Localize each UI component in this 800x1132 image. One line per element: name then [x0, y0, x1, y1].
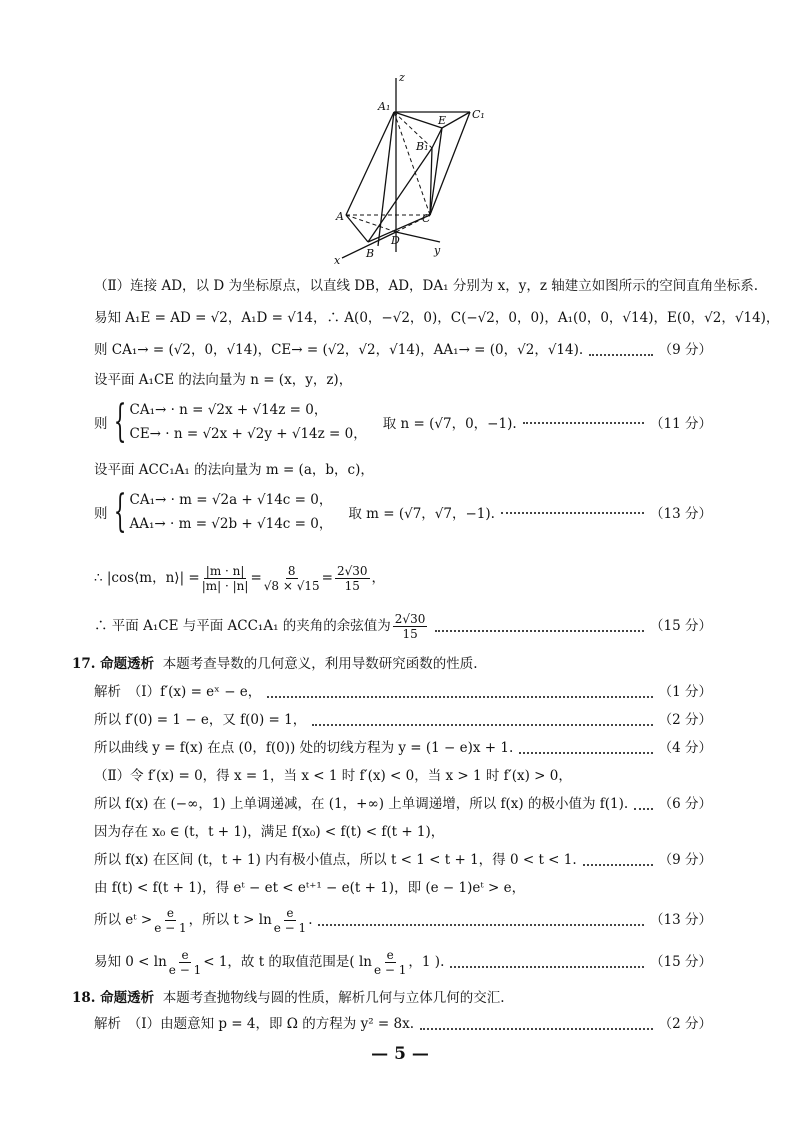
equation-system-1: 则 { CA₁→ · n = √2x + √14z = 0， CE→ · n = √2x + √2y + √14z = 0， 取 n = (√7，0，−1). （11 分） — [94, 396, 712, 447]
q17-line-2: 所以 f′(0) = 1 − e，又 f(0) = 1， （2 分） — [94, 712, 712, 728]
p2-line-2: 易知 A₁E = AD = √2，A₁D = √14，∴ A(0，−√2，0)，C(−√2，0，0)，A₁(0，0，√14)，E(0，√2，√14)， — [94, 310, 780, 326]
fig-label-A: A — [336, 210, 344, 223]
score: （2 分） — [658, 712, 712, 728]
q17-line-1: 解析 （Ⅰ）f′(x) = eˣ − e， （1 分） — [94, 684, 712, 700]
score: （1 分） — [658, 684, 712, 700]
p2-line-1: （Ⅱ）连接 AD，以 D 为坐标原点，以直线 DB，AD，DA₁ 分别为 x，y，z 轴建立如图所示的空间直角坐标系. — [94, 278, 759, 294]
score: （9 分） — [658, 852, 712, 868]
fig-label-C: C — [422, 212, 431, 225]
p2-line-5: 设平面 ACC₁A₁ 的法向量为 m = (a，b，c)， — [94, 462, 374, 478]
fig-label-A1: A₁ — [378, 100, 391, 113]
equation-system-2: 则 { CA₁→ · m = √2a + √14c = 0， AA₁→ · m = √2b + √14c = 0， 取 m = (√7，√7，−1). （13 分） — [94, 486, 712, 537]
score: （4 分） — [658, 740, 712, 756]
fig-label-B1: B₁ — [416, 140, 429, 153]
q17-line-8: 由 f(t) < f(t + 1)，得 eᵗ − et < eᵗ⁺¹ − e(t + 1)，即 (e − 1)eᵗ > e， — [94, 880, 526, 896]
q17-line-6: 因为存在 x₀ ∈ (t，t + 1)，满足 f(x₀) < f(t) < f(t + 1)， — [94, 824, 445, 840]
prism-figure — [320, 70, 485, 270]
fig-label-z: z — [399, 71, 405, 84]
score: （13 分） — [650, 506, 712, 522]
fig-label-y: y — [434, 244, 441, 257]
p2-conclusion: ∴ 平面 A₁CE 与平面 ACC₁A₁ 的夹角的余弦值为 $\frac{2√30}{15}$ （15 分） — [94, 611, 712, 641]
score: （15 分） — [650, 618, 712, 634]
score: （2 分） — [658, 1016, 712, 1032]
fig-label-E: E — [438, 114, 447, 127]
fig-label-D: D — [391, 234, 400, 247]
fig-label-B: B — [366, 247, 375, 260]
q17-line-9: 所以 eᵗ > $\frac{e}{e - 1}$ ，所以 t > ln $\frac{e}{e - 1}$ . （13 分） — [94, 905, 712, 935]
p2-line-3: 则 CA₁→ = (√2，0，√14)，CE→ = (√2，√2，√14)，AA₁→ = (0，√2，√14). （9 分） — [94, 342, 712, 358]
q18-line-1: 解析 （Ⅰ）由题意知 p = 4，即 Ω 的方程为 y² = 8x. （2 分） — [94, 1016, 712, 1032]
score: （9 分） — [658, 342, 712, 358]
p2-line-4: 设平面 A₁CE 的法向量为 n = (x，y，z)， — [94, 372, 353, 388]
fig-label-C1: C₁ — [472, 108, 485, 121]
q18-heading: 18. 命题透析 本题考查抛物线与圆的性质，解析几何与立体几何的交汇. — [72, 990, 505, 1006]
fig-label-x: x — [334, 254, 341, 267]
q17-line-4: （Ⅱ）令 f′(x) = 0，得 x = 1，当 x < 1 时 f′(x) < 0，当 x > 1 时 f′(x) > 0， — [94, 768, 572, 784]
score: （15 分） — [650, 954, 712, 970]
score: （11 分） — [650, 416, 712, 432]
q17-line-5: 所以 f(x) 在 (−∞，1) 上单调递减，在 (1，+∞) 上单调递增，所以 f(x) 的极小值为 f(1). （6 分） — [94, 796, 712, 812]
q17-line-3: 所以曲线 y = f(x) 在点 (0，f(0)) 处的切线方程为 y = (1 − e)x + 1. （4 分） — [94, 740, 712, 756]
y-axis — [396, 232, 440, 242]
q17-line-7: 所以 f(x) 在区间 (t，t + 1) 内有极小值点，所以 t < 1 < t + 1，得 0 < t < 1. （9 分） — [94, 852, 712, 868]
q17-heading: 17. 命题透析 本题考查导数的几何意义，利用导数研究函数的性质. — [72, 656, 478, 672]
q17-line-10: 易知 0 < ln $\frac{e}{e - 1}$ < 1，故 t 的取值范围是 ( ln $\frac{e}{e - 1}$ ，1 ). （15 分） — [94, 947, 712, 977]
score: （6 分） — [658, 796, 712, 812]
score: （13 分） — [650, 912, 712, 928]
cos-formula: ∴ |cos⟨m，n⟩| = $\frac{|m \cdot n|}{|m| \cdot |n|}$ = $\frac{8}{√8 \times √15}$ = $\frac{2√30}{15}$ ， — [94, 563, 386, 593]
page-number: — 5 — — [371, 1044, 429, 1064]
